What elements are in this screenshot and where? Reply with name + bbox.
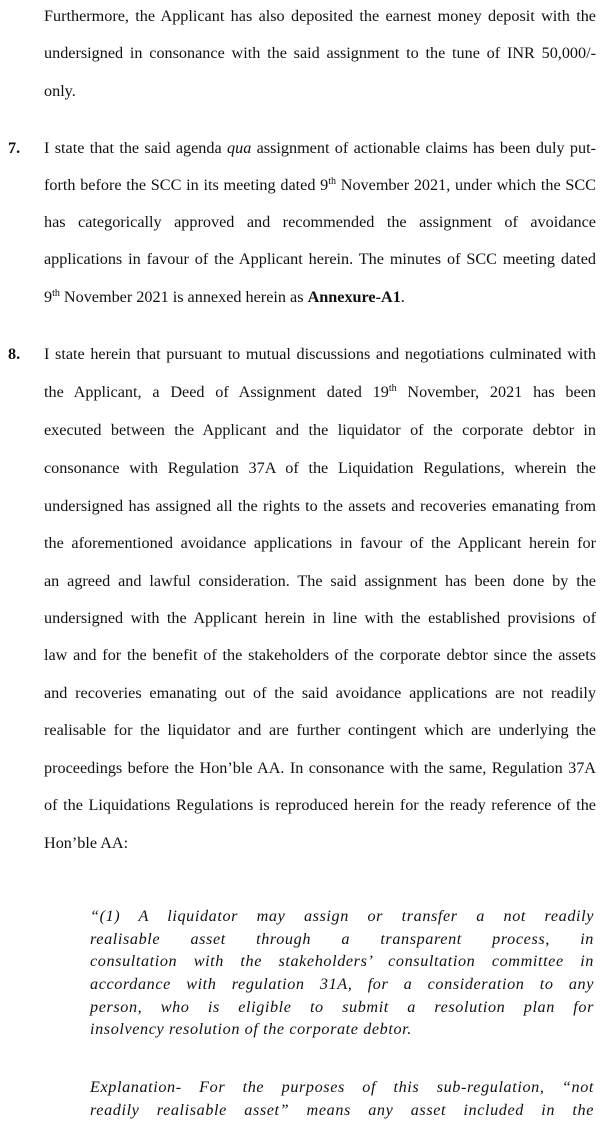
para-8-line-10: and recoveries emanating out of the said avoidance applications are not readily (44, 684, 596, 702)
para-7-line-2: forth before the SCC in its meeting dated 9th November 2021, under which the SCC (44, 176, 596, 194)
para-8-line-7: an agreed and lawful consideration. The said assignment has been done by the (44, 572, 596, 590)
para-8-line-1: I state herein that pursuant to mutual discussions and negotiations culminated with (44, 345, 596, 363)
quote-line-3: consultation with the stakeholders’ consultation committee in (90, 952, 594, 970)
para-8-line-12: proceedings before the Hon’ble AA. In consonance with the same, Regulation 37A (44, 759, 596, 777)
para-8-line-9: law and for the benefit of the stakeholders of the corporate debtor since the assets (44, 646, 596, 664)
para-7-number: 7. (8, 139, 21, 157)
quote-line-4: accordance with regulation 31A, for a consideration to any (90, 975, 594, 993)
para-8-line-14: Hon’ble AA: (44, 834, 129, 852)
quote-line-5: person, who is eligible to submit a resolution plan for (90, 998, 594, 1016)
para-8-number: 8. (8, 345, 21, 363)
para-7-line-5: 9th November 2021 is annexed herein as Annexure-A1. (44, 288, 405, 306)
quote-line-2: realisable asset through a transparent process, in (90, 930, 594, 948)
para-7-line-1: I state that the said agenda qua assignment of actionable claims has been duly put- (44, 139, 597, 157)
quote-line-1: “(1) A liquidator may assign or transfer a not readily (90, 907, 594, 925)
para-8-line-3: executed between the Applicant and the liquidator of the corporate debtor in (44, 421, 596, 439)
intro-line-2: undersigned in consonance with the said assignment to the tune of INR 50,000/- (44, 44, 596, 62)
explanation-line-1: Explanation- For the purposes of this sub-regulation, “not (90, 1078, 594, 1096)
intro-line-3: only. (44, 82, 76, 100)
annexure-reference: Annexure-A1 (307, 288, 401, 306)
para-7-line-3: has categorically approved and recommended the assignment of avoidance (44, 213, 596, 231)
para-8-line-8: undersigned with the Applicant herein in line with the established provisions of (44, 609, 596, 627)
para-8-line-13: of the Liquidations Regulations is reproduced herein for the ready reference of the (44, 796, 596, 814)
para-8-line-2: the Applicant, a Deed of Assignment dated 19th November, 2021 has been (44, 383, 596, 401)
para-8-line-5: undersigned has assigned all the rights to the assets and recoveries emanating from (44, 497, 596, 515)
quote-line-6: insolvency resolution of the corporate debtor. (90, 1020, 412, 1038)
explanation-line-2: readily realisable asset” means any asset included in the (90, 1101, 594, 1119)
para-8-line-4: consonance with Regulation 37A of the Liquidation Regulations, wherein the (44, 459, 596, 477)
para-8-line-11: realisable for the liquidator and are further contingent which are underlying the (44, 721, 596, 739)
intro-line-1: Furthermore, the Applicant has also deposited the earnest money deposit with the (44, 7, 596, 25)
para-8-line-6: the aforementioned avoidance applications in favour of the Applicant herein for (44, 534, 596, 552)
para-7-line-4: applications in favour of the Applicant herein. The minutes of SCC meeting dated (44, 250, 596, 268)
